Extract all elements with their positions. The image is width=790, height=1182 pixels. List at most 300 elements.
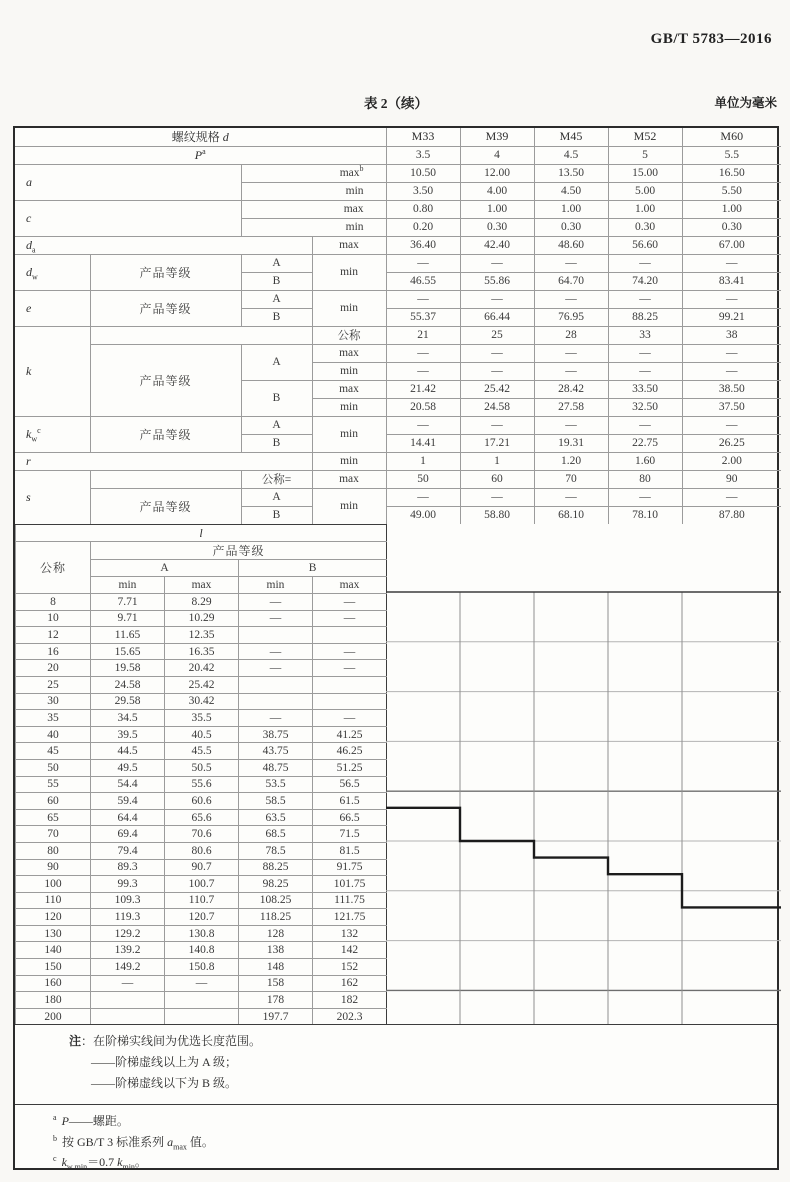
table-cell: — xyxy=(682,344,781,362)
table-cell: — xyxy=(313,643,387,660)
table-cell xyxy=(165,992,239,1009)
footnote-c-text: ＝0.7 xyxy=(87,1155,118,1170)
table-cell: — xyxy=(386,488,460,506)
a-max-label xyxy=(241,164,386,182)
table-cell: 33.50 xyxy=(608,380,682,398)
table-cell: 36.40 xyxy=(386,236,460,254)
table-cell: 120.7 xyxy=(165,909,239,926)
table-row-pitch xyxy=(15,146,781,164)
table-cell: 90.7 xyxy=(165,859,239,876)
table-cell: — xyxy=(460,488,534,506)
table-cell: 108.25 xyxy=(239,892,313,909)
k-B-max-label: max xyxy=(312,380,386,398)
table-cell: 38.75 xyxy=(239,726,313,743)
table-cell: 65 xyxy=(16,809,91,826)
table-cell: 4.00 xyxy=(460,182,534,200)
table-cell: 80 xyxy=(16,842,91,859)
table-cell: 90 xyxy=(682,470,781,488)
table-cell: 15.00 xyxy=(608,164,682,182)
unit-label: 单位为毫米 xyxy=(714,96,777,110)
table-cell: 101.75 xyxy=(313,876,387,893)
kw-grade-A: A xyxy=(241,416,312,434)
table-cell: 78.10 xyxy=(608,506,682,524)
table-cell: 68.10 xyxy=(534,506,608,524)
table-cell: 99.21 xyxy=(682,308,781,326)
table-row xyxy=(16,859,387,876)
table-cell: 19.58 xyxy=(91,660,165,677)
footnotes xyxy=(15,1104,777,1172)
table-cell: 60 xyxy=(460,470,534,488)
max-label: max xyxy=(339,167,360,179)
table-cell: 129.2 xyxy=(91,925,165,942)
table-row xyxy=(16,643,387,660)
table-cell: — xyxy=(313,610,387,627)
s-max-label: max xyxy=(312,470,386,488)
table-cell: 41.25 xyxy=(313,726,387,743)
table-cell xyxy=(313,627,387,644)
table-cell: 50 xyxy=(386,470,460,488)
l-A-min-label: min xyxy=(91,577,165,594)
table-cell: — xyxy=(239,710,313,727)
symbol-l: l xyxy=(199,525,203,540)
table-cell: 200 xyxy=(16,1008,91,1024)
table-cell: 25 xyxy=(16,676,91,693)
table-cell: 67.00 xyxy=(682,236,781,254)
table-cell: M39 xyxy=(460,128,534,146)
footnote-ref-c: c xyxy=(37,425,41,435)
table-cell: 87.80 xyxy=(682,506,781,524)
table-cell: 70.6 xyxy=(165,826,239,843)
table-row xyxy=(16,793,387,810)
table-cell: 140 xyxy=(16,942,91,959)
table-cell: 91.75 xyxy=(313,859,387,876)
e-min-label: min xyxy=(312,290,386,326)
table-row-k-nominal xyxy=(15,326,781,344)
table-cell: 48.60 xyxy=(534,236,608,254)
table-cell: 64.4 xyxy=(91,809,165,826)
table-cell: 54.4 xyxy=(91,776,165,793)
l-grade-B: B xyxy=(239,560,387,577)
table-cell: 65.6 xyxy=(165,809,239,826)
table-row-k-A-max xyxy=(15,344,781,362)
footnote-marker-c: c xyxy=(53,1154,57,1164)
table-note xyxy=(15,1024,777,1104)
table-caption: 表 2（续） xyxy=(363,96,429,111)
table-cell: — xyxy=(239,643,313,660)
table-cell: 8.29 xyxy=(165,594,239,611)
table-cell: — xyxy=(608,416,682,434)
footnote-marker-b: b xyxy=(53,1133,57,1143)
row-label-a xyxy=(15,164,241,200)
table-cell: 14.41 xyxy=(386,434,460,452)
table-cell: 49.5 xyxy=(91,759,165,776)
table-row-r xyxy=(15,452,781,470)
table-cell: 7.71 xyxy=(91,594,165,611)
row-label-k xyxy=(15,326,90,416)
table-cell: 28 xyxy=(534,326,608,344)
table-row xyxy=(16,610,387,627)
table-cell: 39.5 xyxy=(91,726,165,743)
table-cell: 1.00 xyxy=(608,200,682,218)
table-cell: 28.42 xyxy=(534,380,608,398)
table-cell: — xyxy=(239,594,313,611)
table-cell: 128 xyxy=(239,925,313,942)
table-row xyxy=(16,909,387,926)
table-cell: 40 xyxy=(16,726,91,743)
table-row-c-max xyxy=(15,200,781,218)
table-row xyxy=(16,676,387,693)
table-cell: 139.2 xyxy=(91,942,165,959)
footnote-a xyxy=(53,1112,777,1131)
row-label-dw xyxy=(15,254,90,290)
dw-grade-label: 产品等级 xyxy=(90,254,241,290)
table-cell: 22.75 xyxy=(608,434,682,452)
kw-min-label: min xyxy=(312,416,386,452)
table-cell: — xyxy=(534,254,608,272)
table-cell: 178 xyxy=(239,992,313,1009)
l-grade-label: 产品等级 xyxy=(91,542,387,560)
table-cell: 12 xyxy=(16,627,91,644)
table-cell: 19.31 xyxy=(534,434,608,452)
table-cell: 61.5 xyxy=(313,793,387,810)
table-cell: 66.5 xyxy=(313,809,387,826)
symbol-k: k xyxy=(26,363,32,378)
table-cell: 10.50 xyxy=(386,164,460,182)
table-row xyxy=(16,1008,387,1024)
table-cell: 110 xyxy=(16,892,91,909)
note-item: ——阶梯虚线以下为 B 级。 xyxy=(91,1076,238,1090)
table-cell: 55.6 xyxy=(165,776,239,793)
sub-w: w xyxy=(32,271,38,281)
symbol-kw: k xyxy=(26,426,32,441)
table-row xyxy=(16,776,387,793)
table-cell: 158 xyxy=(239,975,313,992)
table-cell: — xyxy=(682,416,781,434)
table-row xyxy=(16,710,387,727)
table-cell: — xyxy=(91,975,165,992)
preferred-range-step-line xyxy=(386,808,781,908)
s-spacer xyxy=(90,470,241,488)
table-cell: — xyxy=(386,254,460,272)
c-max-label: max xyxy=(241,200,386,218)
table-cell: 81.5 xyxy=(313,842,387,859)
table-cell: 149.2 xyxy=(91,959,165,976)
k-nominal-label: 公称 xyxy=(312,326,386,344)
table-cell: 1.00 xyxy=(460,200,534,218)
spec-table-wrapper xyxy=(13,126,779,1170)
footnote-c xyxy=(53,1153,777,1172)
spec-table xyxy=(15,128,781,524)
table-cell: M52 xyxy=(608,128,682,146)
table-cell: 109.3 xyxy=(91,892,165,909)
table-cell: 90 xyxy=(16,859,91,876)
dw-grade-A: A xyxy=(241,254,312,272)
standard-code: GB/T 5783—2016 xyxy=(650,31,772,47)
table-cell: 35.5 xyxy=(165,710,239,727)
table-cell: 100 xyxy=(16,876,91,893)
table-row-dw-A xyxy=(15,254,781,272)
table-cell: 24.58 xyxy=(460,398,534,416)
table-cell: 0.20 xyxy=(386,218,460,236)
table-cell: M33 xyxy=(386,128,460,146)
table-cell: 55.37 xyxy=(386,308,460,326)
table-cell: — xyxy=(608,254,682,272)
table-row xyxy=(16,826,387,843)
table-cell: 1.00 xyxy=(682,200,781,218)
table-row xyxy=(16,925,387,942)
note-main xyxy=(69,1032,777,1049)
s-nominal-label: 公称= xyxy=(241,470,312,488)
symbol-r: r xyxy=(26,453,31,468)
table-cell: 46.25 xyxy=(313,743,387,760)
table-cell: 16.50 xyxy=(682,164,781,182)
table-cell: 150 xyxy=(16,959,91,976)
table-cell: 34.5 xyxy=(91,710,165,727)
table-cell: 63.5 xyxy=(239,809,313,826)
table-cell: — xyxy=(608,344,682,362)
table-cell: — xyxy=(239,660,313,677)
length-step-chart xyxy=(386,524,781,1024)
table-cell: 2.00 xyxy=(682,452,781,470)
table-cell: 48.75 xyxy=(239,759,313,776)
table-cell: 5 xyxy=(608,146,682,164)
da-max-label: max xyxy=(312,236,386,254)
table-cell: 16.35 xyxy=(165,643,239,660)
footnote-ref-a: a xyxy=(202,146,206,156)
table-cell: 118.25 xyxy=(239,909,313,926)
table-row xyxy=(16,726,387,743)
table-cell: 58.5 xyxy=(239,793,313,810)
table-cell: 1.00 xyxy=(534,200,608,218)
table-row xyxy=(16,627,387,644)
footnote-b-text-2: 值。 xyxy=(186,1134,214,1149)
spec-label xyxy=(15,128,386,146)
table-cell: 70 xyxy=(534,470,608,488)
table-cell: 25.42 xyxy=(460,380,534,398)
table-cell: 55.86 xyxy=(460,272,534,290)
table-cell: 27.58 xyxy=(534,398,608,416)
table-cell: 74.20 xyxy=(608,272,682,290)
l-grade-A: A xyxy=(91,560,239,577)
footnote-c-text-2: 。 xyxy=(134,1155,147,1170)
table-cell: — xyxy=(682,254,781,272)
table-cell: 15.65 xyxy=(91,643,165,660)
table-cell: 50 xyxy=(16,759,91,776)
sub-a: a xyxy=(32,244,36,254)
table-row xyxy=(16,842,387,859)
table-cell: — xyxy=(682,362,781,380)
table-cell: 25 xyxy=(460,326,534,344)
table-cell: 140.8 xyxy=(165,942,239,959)
table-cell: 5.00 xyxy=(608,182,682,200)
k-spacer xyxy=(90,326,312,344)
table-cell: 0.30 xyxy=(682,218,781,236)
table-cell: 30.42 xyxy=(165,693,239,710)
footnote-marker-a: a xyxy=(53,1113,57,1122)
table-cell: 162 xyxy=(313,975,387,992)
table-cell: 121.75 xyxy=(313,909,387,926)
symbol-a: a xyxy=(167,1134,174,1149)
table-cell: 50.5 xyxy=(165,759,239,776)
table-row xyxy=(16,743,387,760)
table-cell: 99.3 xyxy=(91,876,165,893)
table-cell: — xyxy=(460,362,534,380)
symbol-kw: k xyxy=(61,1155,67,1170)
table-cell: — xyxy=(313,594,387,611)
table-cell: 53.5 xyxy=(239,776,313,793)
table-cell: 59.4 xyxy=(91,793,165,810)
table-row-s-nominal xyxy=(15,470,781,488)
table-cell: 32.50 xyxy=(608,398,682,416)
table-cell: M60 xyxy=(682,128,781,146)
table-row xyxy=(16,942,387,959)
table-cell: 130.8 xyxy=(165,925,239,942)
table-cell: 83.41 xyxy=(682,272,781,290)
table-row xyxy=(16,759,387,776)
table-row xyxy=(16,594,387,611)
table-cell: 202.3 xyxy=(313,1008,387,1024)
table-cell: — xyxy=(313,710,387,727)
table-cell: 64.70 xyxy=(534,272,608,290)
symbol-a: a xyxy=(26,174,32,189)
table-cell xyxy=(239,676,313,693)
table-cell: — xyxy=(239,610,313,627)
sub-min: min xyxy=(122,1162,135,1172)
note-text: ：在阶梯实线间为优选长度范围。 xyxy=(81,1034,262,1048)
table-cell xyxy=(91,992,165,1009)
l-header-grade xyxy=(16,542,387,560)
table-cell: 38 xyxy=(682,326,781,344)
kw-grade-B: B xyxy=(241,434,312,452)
table-row xyxy=(16,809,387,826)
symbol-e: e xyxy=(26,300,32,315)
table-cell: 45 xyxy=(16,743,91,760)
table-row-a-max xyxy=(15,164,781,182)
table-cell: 58.80 xyxy=(460,506,534,524)
table-cell xyxy=(313,693,387,710)
table-cell: — xyxy=(534,488,608,506)
kw-grade-label: 产品等级 xyxy=(90,416,241,452)
symbol-d: d xyxy=(222,130,229,145)
sub-wmin: w min xyxy=(66,1162,88,1172)
table-cell: — xyxy=(386,344,460,362)
table-cell: — xyxy=(608,362,682,380)
k-grade-B: B xyxy=(241,380,312,416)
footnote-b xyxy=(53,1133,777,1152)
l-nominal-label: 公称 xyxy=(16,542,91,594)
table-cell: 180 xyxy=(16,992,91,1009)
table-cell: 20.42 xyxy=(165,660,239,677)
table-cell: 148 xyxy=(239,959,313,976)
table-cell: 38.50 xyxy=(682,380,781,398)
table-cell: 68.5 xyxy=(239,826,313,843)
table-cell: 35 xyxy=(16,710,91,727)
sub-w: w xyxy=(31,433,38,443)
table-cell: 20 xyxy=(16,660,91,677)
table-cell: 45.5 xyxy=(165,743,239,760)
table-cell xyxy=(239,627,313,644)
footnote-b-text: 按 GB/T 3 标准系列 xyxy=(62,1134,168,1149)
table-cell: 3.5 xyxy=(386,146,460,164)
table-cell: 98.25 xyxy=(239,876,313,893)
row-label-da xyxy=(15,236,312,254)
symbol-dw: d xyxy=(26,264,32,279)
table-cell: 111.75 xyxy=(313,892,387,909)
table-cell: 132 xyxy=(313,925,387,942)
table-cell: 79.4 xyxy=(91,842,165,859)
table-cell: 1.60 xyxy=(608,452,682,470)
table-cell: 197.7 xyxy=(239,1008,313,1024)
spec-label-text: 螺纹规格 xyxy=(171,130,223,145)
table-cell: — xyxy=(386,362,460,380)
note-item: ——阶梯虚线以上为 A 级； xyxy=(91,1055,238,1069)
table-cell: 4 xyxy=(460,146,534,164)
table-cell: 3.50 xyxy=(386,182,460,200)
table-row-da xyxy=(15,236,781,254)
table-cell: 70 xyxy=(16,826,91,843)
k-B-min-label: min xyxy=(312,398,386,416)
table-cell: 88.25 xyxy=(239,859,313,876)
table-cell: 110.7 xyxy=(165,892,239,909)
table-cell: 138 xyxy=(239,942,313,959)
table-cell: 78.5 xyxy=(239,842,313,859)
table-cell: 1 xyxy=(386,452,460,470)
table-cell: — xyxy=(386,290,460,308)
table-cell: — xyxy=(534,344,608,362)
table-cell: 8 xyxy=(16,594,91,611)
table-cell: 44.5 xyxy=(91,743,165,760)
l-header-symbol xyxy=(16,525,387,542)
table-cell: 100.7 xyxy=(165,876,239,893)
table-cell: 21.42 xyxy=(386,380,460,398)
table-cell xyxy=(165,1008,239,1024)
table-cell: — xyxy=(313,660,387,677)
table-row xyxy=(16,693,387,710)
table-cell: 4.50 xyxy=(534,182,608,200)
table-cell: 9.71 xyxy=(91,610,165,627)
table-cell: 24.58 xyxy=(91,676,165,693)
symbol-k: k xyxy=(117,1155,123,1170)
table-cell: 152 xyxy=(313,959,387,976)
table-cell: — xyxy=(682,290,781,308)
table-cell: 43.75 xyxy=(239,743,313,760)
table-cell: 33 xyxy=(608,326,682,344)
table-cell: 5.50 xyxy=(682,182,781,200)
table-cell: 0.30 xyxy=(460,218,534,236)
table-cell: — xyxy=(460,254,534,272)
table-cell: 182 xyxy=(313,992,387,1009)
e-grade-label: 产品等级 xyxy=(90,290,241,326)
table-cell: 49.00 xyxy=(386,506,460,524)
table-cell: 25.42 xyxy=(165,676,239,693)
table-cell: 12.35 xyxy=(165,627,239,644)
table-cell: 5.5 xyxy=(682,146,781,164)
table-cell: 60 xyxy=(16,793,91,810)
table-cell: — xyxy=(386,416,460,434)
symbol-s: s xyxy=(26,489,31,504)
note-label: 注 xyxy=(69,1034,82,1048)
caption-bar xyxy=(13,92,779,114)
table-cell: 29.58 xyxy=(91,693,165,710)
table-cell: — xyxy=(534,362,608,380)
dw-min-label: min xyxy=(312,254,386,290)
table-row-s-A xyxy=(15,488,781,506)
table-cell: — xyxy=(460,344,534,362)
table-cell: 0.80 xyxy=(386,200,460,218)
s-grade-B: B xyxy=(241,506,312,524)
table-cell: 46.55 xyxy=(386,272,460,290)
table-cell: 56.60 xyxy=(608,236,682,254)
